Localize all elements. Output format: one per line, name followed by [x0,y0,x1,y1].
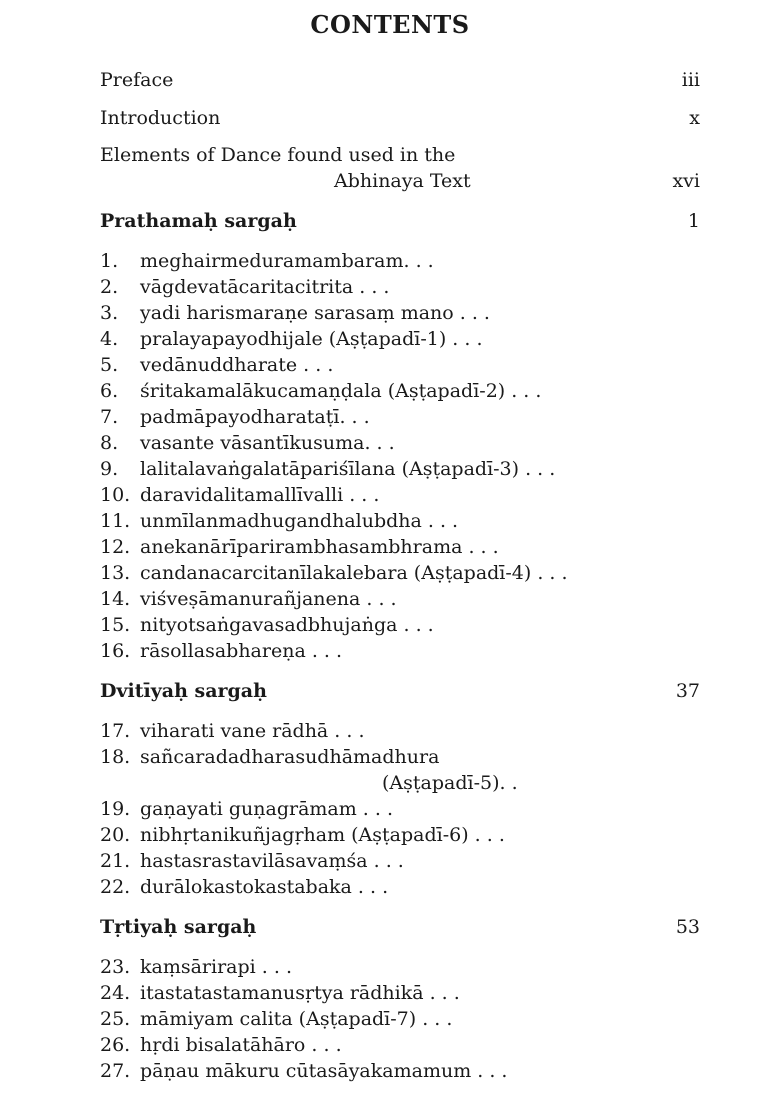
section-title: Tṛtiyaḥ sargaḥ [100,916,257,938]
toc-item [100,848,700,874]
toc-entry-label-line2: Abhinaya Text [334,170,471,192]
toc-item-number: 11. [100,510,131,532]
toc-item [100,744,700,770]
toc-item [100,404,700,430]
section-gap [100,900,700,912]
toc-item [100,638,700,664]
toc-item-number: 4. [100,328,119,350]
toc-item [100,430,700,456]
toc-item-text: lalitalavaṅgalatāpariśīlana (Aṣṭapadī-3) . . . [140,458,556,480]
toc-item-text: rāsollasabhareṇa . . . [140,640,343,662]
toc-item [100,980,700,1006]
toc-item-number: 17. [100,720,131,742]
toc-item-number: 5. [100,354,119,376]
toc-item-number: 14. [100,588,131,610]
toc-item [100,248,700,274]
toc-item [100,274,700,300]
toc-item-number: 13. [100,562,131,584]
table-of-contents [100,66,700,1084]
toc-item [100,508,700,534]
toc-item-text: pralayapayodhijale (Aṣṭapadī-1) . . . [140,328,483,350]
section-title: Prathamaḥ sargaḥ [100,210,297,232]
toc-item-text: padmāpayodharataṭī. . . [140,406,370,428]
toc-item-number: 26. [100,1034,131,1056]
toc-item [100,534,700,560]
section-title: Dvitīyaḥ sargaḥ [100,680,267,702]
toc-item-text: meghairmeduramambaram. . . [140,250,434,272]
toc-item-text: unmīlanmadhugandhalubdha . . . [140,510,459,532]
section-page: 37 [675,680,700,702]
toc-item [100,822,700,848]
toc-item [100,1032,700,1058]
toc-item [100,1006,700,1032]
toc-entry-label: Introduction [100,107,221,129]
toc-item-text: nibhṛtanikuñjagṛham (Aṣṭapadī-6) . . . [140,824,505,846]
toc-item [100,378,700,404]
toc-item-text: vāgdevatācaritacitrita . . . [140,276,390,298]
toc-entry-label-line1: Elements of Dance found used in the [100,144,456,166]
toc-item [100,560,700,586]
toc-item [100,718,700,744]
toc-item-number: 27. [100,1060,131,1082]
toc-entry-label: Preface [100,69,174,91]
toc-item-text: nityotsaṅgavasadbhujaṅga . . . [140,614,434,636]
toc-item [100,796,700,822]
toc-item-number: 22. [100,876,131,898]
toc-item-text: yadi harismaraṇe sarasaṃ mano . . . [140,302,490,324]
section-page: 53 [675,916,700,938]
toc-item-text: vedānuddharate . . . [140,354,334,376]
toc-item-number: 1. [100,250,119,272]
toc-item-number: 23. [100,956,131,978]
section-gap [100,664,700,676]
toc-item-text: gaṇayati guṇagrāmam . . . [140,798,394,820]
toc-item-text: viśveṣāmanurañjanena . . . [140,588,397,610]
toc-item-number: 7. [100,406,119,428]
toc-item-number: 10. [100,484,131,506]
toc-item-text: sañcaradadharasudhāmadhura [140,746,440,768]
toc-item-number: 2. [100,276,119,298]
toc-item-text: kaṃsārirapi . . . [140,956,292,978]
toc-item [100,482,700,508]
section-heading [100,912,700,954]
toc-sections [100,206,700,1084]
toc-item-number: 20. [100,824,131,846]
toc-entry-introduction [100,104,700,142]
toc-item-number: 16. [100,640,131,662]
toc-item-number: 12. [100,536,131,558]
toc-item-text: viharati vane rādhā . . . [140,720,365,742]
toc-item-text: durālokastokastabaka . . . [140,876,389,898]
toc-entry-elements [100,142,700,206]
toc-item [100,874,700,900]
toc-item-number: 3. [100,302,119,324]
toc-item-text: māmiyam calita (Aṣṭapadī-7) . . . [140,1008,453,1030]
toc-item-text: vasante vāsantīkusuma. . . [140,432,395,454]
toc-item-number: 19. [100,798,131,820]
toc-item-number: 15. [100,614,131,636]
toc-entry-page: x [689,107,700,129]
toc-item-text: hṛdi bisalatāhāro . . . [140,1034,342,1056]
toc-item-number: 8. [100,432,119,454]
toc-item-text: candanacarcitanīlakalebara (Aṣṭapadī-4) . . . [140,562,568,584]
toc-entry-page: xvi [672,170,700,192]
toc-item-number: 9. [100,458,119,480]
toc-item [100,326,700,352]
toc-item-number: 24. [100,982,131,1004]
page-title: CONTENTS [310,10,470,39]
toc-item [100,586,700,612]
toc-item-number: 18. [100,746,131,768]
toc-item-text: daravidalitamallīvalli . . . [140,484,380,506]
toc-item-text: śritakamalākucamaṇḍala (Aṣṭapadī-2) . . . [140,380,542,402]
toc-item-text: anekanārīparirambhasambhrama . . . [140,536,499,558]
toc-item-number: 25. [100,1008,131,1030]
toc-item-number: 21. [100,850,131,872]
toc-item-text: hastasrastavilāsavaṃśa . . . [140,850,404,872]
section-heading [100,676,700,718]
toc-item [100,612,700,638]
toc-item-number: 6. [100,380,119,402]
section-page: 1 [687,210,700,232]
toc-item [100,352,700,378]
toc-item-text: itastatastamanusṛtya rādhikā . . . [140,982,460,1004]
toc-item-text: pāṇau mākuru cūtasāyakamamum . . . [140,1060,508,1082]
section-heading [100,206,700,248]
toc-item [100,954,700,980]
toc-entry-preface [100,66,700,104]
toc-entry-page: iii [681,69,700,91]
toc-item [100,300,700,326]
toc-item [100,456,700,482]
toc-item [100,1058,700,1084]
toc-item-continuation: (Aṣṭapadī-5). . [382,772,518,794]
